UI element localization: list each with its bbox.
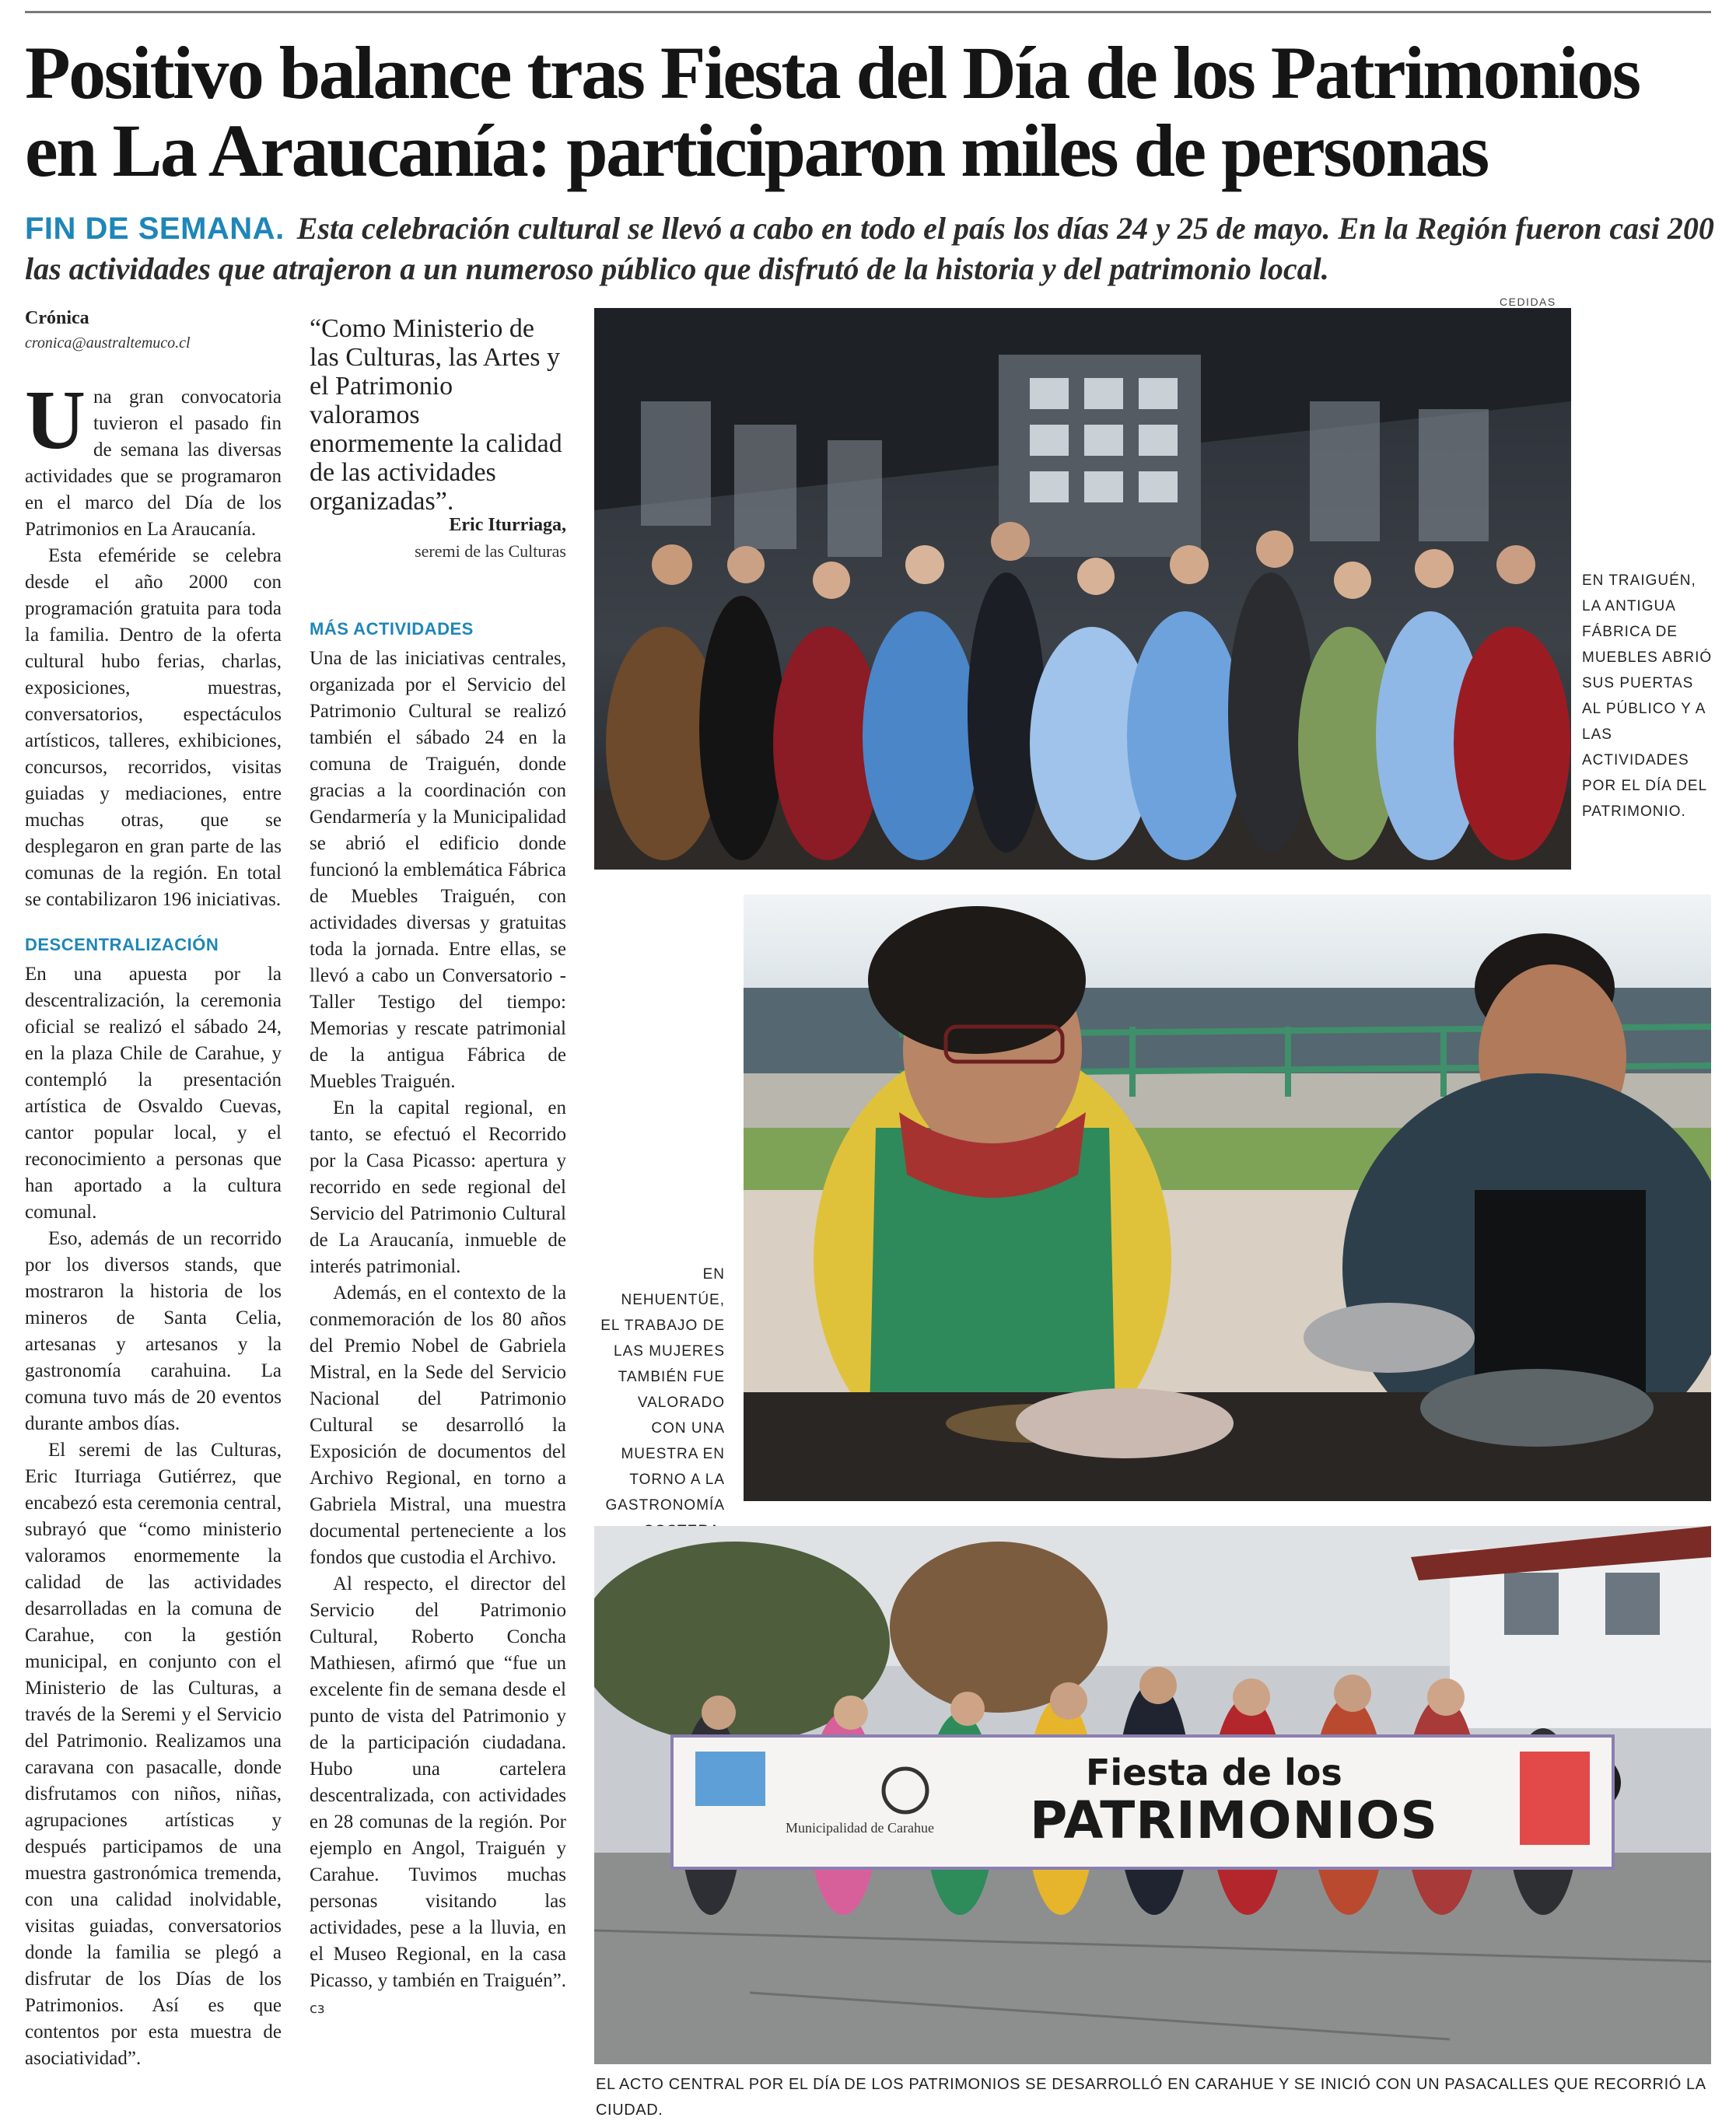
- dropcap: U: [25, 374, 86, 467]
- paragraph-6: Una de las iniciativas centrales, organizada por el Servicio del Patrimonio Cultural se realizó también el sábado 24 en la comuna de Traiguén, donde gracias a la coordinación con Gendarmería y la Municipalidad se abrió el edificio donde funcionó la emblemática Fábrica de Muebles Traiguén, con actividades diversas y gratuitas toda la jornada. Entre ellas, se llevó a cabo un Conversatorio - Taller Testigo del tiempo: Memorias y rescate patrimonial de la antigua Fábrica de Muebles Traiguén.: [310, 648, 566, 1092]
- paragraph-9: Al respecto, el director del Servicio del Patrimonio Cultural, Roberto Concha Mathiesen, afirmó que “fue un excelente fin de semana desde el punto de vista del Patrimonio y de la participación ciudadana. Hubo una cartelera descentralizada, con actividades en 28 comunas de la región. Por ejemplo en Angol, Traiguén y Carahue. Tuvimos muchas personas visitando las actividades, pese a la lluvia, en el Museo Regional, en la casa Picasso, y también en Traiguén”. cз: [310, 1573, 566, 2017]
- caption-photo-1: EN TRAIGUÉN, LA ANTIGUA FÁBRICA DE MUEBLES ABRIÓ SUS PUERTAS AL PÚBLICO Y A LAS ACTIVIDADES POR EL DÍA DEL PATRIMONIO.: [1582, 572, 1713, 820]
- caption-photo-3: EL ACTO CENTRAL POR EL DÍA DE LOS PATRIMONIOS SE DESARROLLÓ EN CARAHUE Y SE INICIÓ CON UN PASACALLES QUE RECORRIÓ LA CIUDAD.: [596, 2076, 1706, 2119]
- deck: [25, 208, 1720, 289]
- article-column-1: [25, 374, 282, 2072]
- end-mark: cз: [310, 2000, 325, 2017]
- paragraph-8: Además, en el contexto de la conmemoración de los 80 años del Premio Nobel de Gabriela Mistral, en la Sede del Servicio Nacional del Patrimonio Cultural se desarrolló la Exposición de documentos del Archivo Regional, en torno a Gabriela Mistral, una muestra documental perteneciente a los fondos que custodia el Archivo.: [310, 1283, 566, 1568]
- subhead-decentralizacion: DESCENTRALIZACIÓN: [25, 935, 219, 954]
- paragraph-2: Esta efeméride se celebra desde el año 2000 con programación gratuita para toda la familia. Dentro de la oferta cultural hubo ferias, charlas, exposiciones, muestras, conversatorios, espectáculos artísticos, talleres, exhibiciones, concursos, recorridos, visitas guiadas y mediaciones, entre muchas otras, que se desplegaron en gran parte de las comunas de la región. En total se contabilizaron 196 iniciativas.: [25, 545, 282, 910]
- pull-quote-role: seremi de las Culturas: [415, 541, 566, 561]
- banner-line-2: PATRIMONIOS: [1030, 1790, 1438, 1850]
- article-column-2: [310, 599, 566, 2022]
- photo-carahue-parade: [594, 1526, 1711, 2064]
- subhead-mas-actividades: MÁS ACTIVIDADES: [310, 619, 474, 639]
- photo-credit: CEDIDAS: [1500, 296, 1556, 308]
- paragraph-7: En la capital regional, en tanto, se efectuó el Recorrido por la Casa Picasso: apertura y recorrido en sede regional del Servicio del Patrimonio Cultural de La Araucanía, inmueble de interés patrimonial.: [310, 1097, 566, 1277]
- deck-tag: FIN DE SEMANA.: [25, 212, 285, 246]
- photo-traiguen-group: [594, 308, 1571, 870]
- paragraph-3: En una apuesta por la descentralización, la ceremonia oficial se realizó el sábado 24, en la plaza Chile de Carahue, y contempló la presentación artística de Osvaldo Cuevas, cantor popular local, y el reconocimiento a personas que han aportado a la cultura comunal.: [25, 964, 282, 1223]
- byline-section: Crónica: [25, 308, 89, 328]
- banner-municipality: Municipalidad de Carahue: [786, 1820, 934, 1836]
- caption-photo-2: EN NEHUENTÚE, EL TRABAJO DE LAS MUJERES TAMBIÉN FUE VALORADO CON UNA MUESTRA EN TORNO A LA GASTRONOMÍA: [600, 1266, 725, 1514]
- paragraph-5: El seremi de las Culturas, Eric Iturriaga Gutiérrez, que encabezó esta ceremonia central, subrayó que “como ministerio valoramos enormemente la calidad de las actividades desarrolladas en la comuna de Carahue, con la gestión municipal, en conjunto con el Ministerio de las Culturas, a través de la Seremi y el Servicio del Patrimonio. Realizamos una caravana con pasacalle, donde disfrutamos con niños, niñas, agrupaciones artísticas y después participamos de una muestra gastronómica tremenda, con una calidad inolvidable, visitas guiadas, conversatorios donde la familia se plegó a disfrutar de los Días de los Patrimonios. Así es que contentos por esta muestra de asociatividad”.: [25, 1440, 282, 2069]
- deck-text: Esta celebración cultural se llevó a cabo en todo el país los días 24 y 25 de mayo. En la Región fueron casi 200 las actividades que atrajeron a un numeroso público que disfrutó de la historia y del patrimonio local.: [25, 211, 1714, 286]
- top-rule: [25, 11, 1711, 13]
- paragraph-1: Una gran convocatoria tuvieron el pasado fin de semana las diversas actividades que se programaron en el marco del Día de los Patrimonios en La Araucanía.: [25, 374, 282, 540]
- paragraph-4: Eso, además de un recorrido por los diversos stands, que mostraron la historia de los mineros de Santa Celia, artesanas y artesanos y la gastronomía carahuina. La comuna tuvo más de 20 eventos durante ambos días.: [25, 1228, 282, 1434]
- byline-email[interactable]: cronica@australtemuco.cl: [25, 334, 191, 352]
- pull-quote-author: Eric Iturriaga,: [449, 515, 566, 535]
- headline: Positivo balance tras Fiesta del Día de los Patrimonios en La Araucanía: participaron miles de personas: [25, 31, 1640, 192]
- banner-line-1: Fiesta de los: [1086, 1752, 1342, 1794]
- pull-quote: “Como Ministerio de las Culturas, las Artes y el Patrimonio valoramos enormemente la calidad de las actividades organizadas”.: [310, 314, 562, 516]
- photo-nehuentue-women: [744, 894, 1711, 1501]
